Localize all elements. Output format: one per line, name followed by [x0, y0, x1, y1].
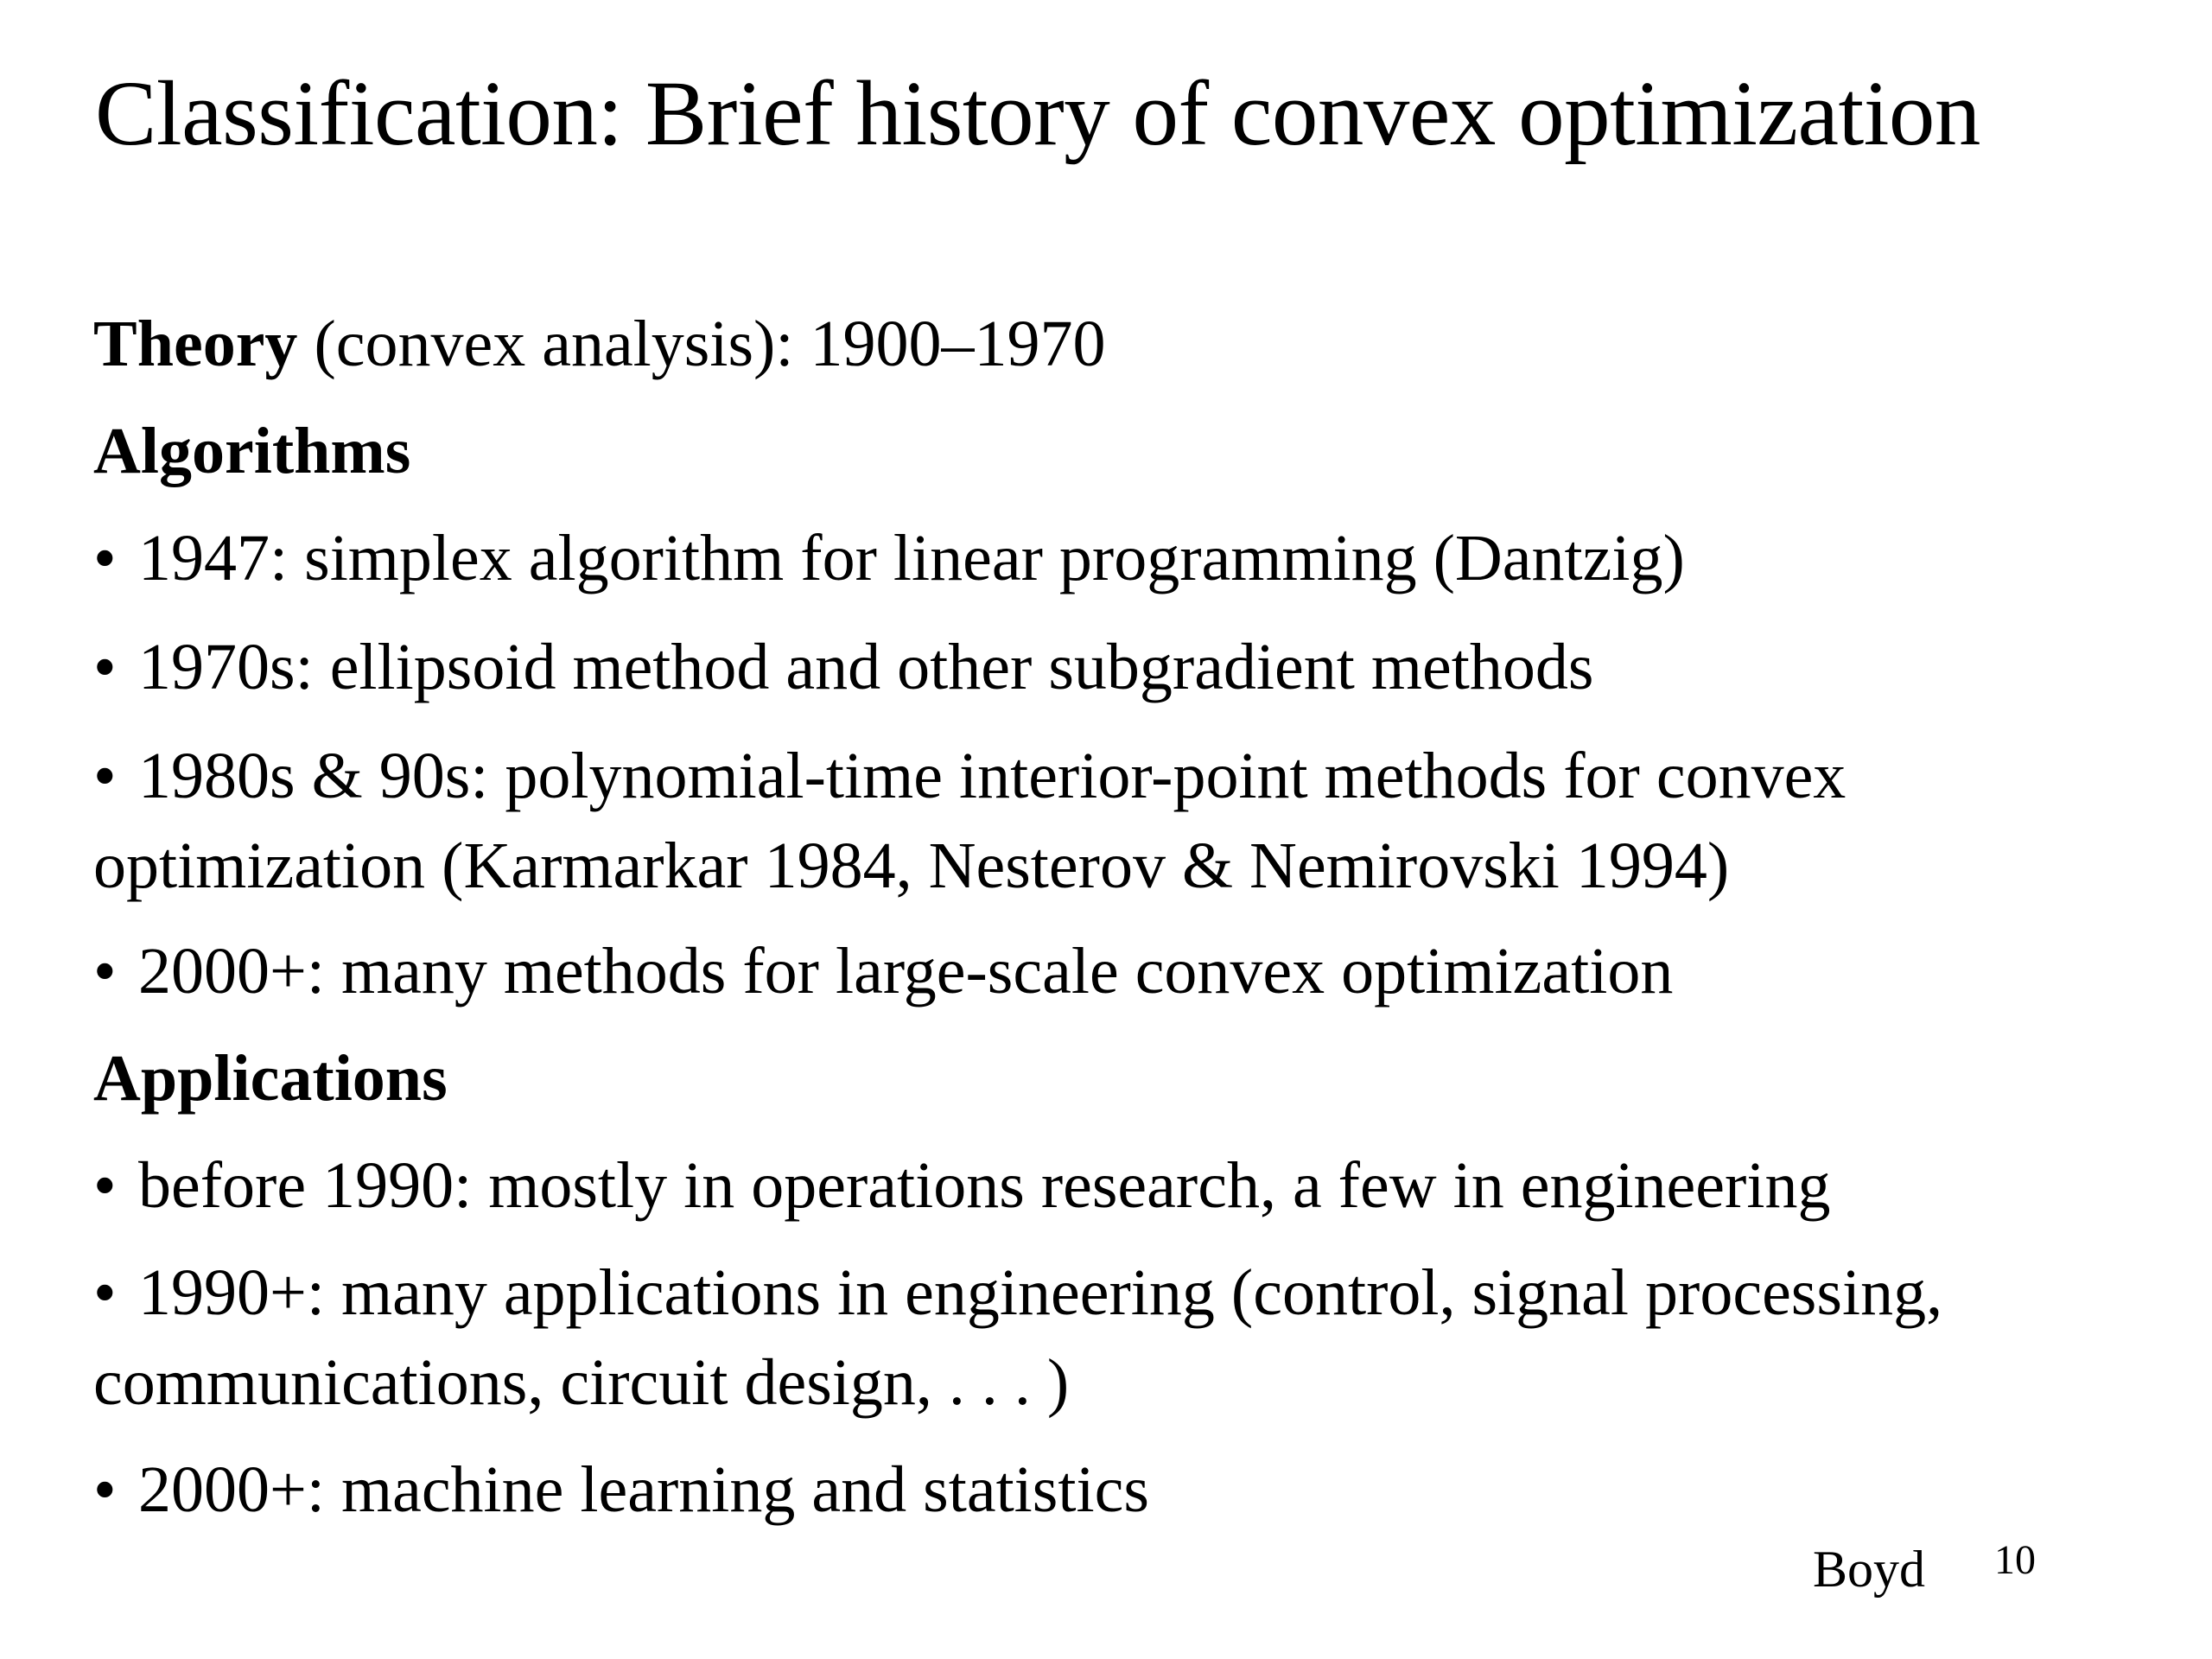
- application-item-1990: [93, 1256, 1943, 1329]
- bullet-icon: •: [93, 935, 117, 1007]
- applications-heading: Applications: [93, 1042, 448, 1115]
- bullet-icon: •: [93, 740, 117, 812]
- theory-label: Theory: [93, 308, 298, 380]
- algorithm-item-text: 1947: simplex algorithm for linear programming (Dantzig): [138, 522, 1685, 594]
- theory-line: [93, 308, 1106, 380]
- algorithm-item-text: 1970s: ellipsoid method and other subgradient methods: [138, 631, 1594, 703]
- algorithm-item-2000: [93, 935, 1674, 1007]
- bullet-icon: •: [93, 1256, 117, 1329]
- bullet-icon: •: [93, 1149, 117, 1222]
- slide-title: Classification: Brief history of convex optimization: [95, 63, 1980, 165]
- application-item-text: 1990+: many applications in engineering (control, signal processing,: [138, 1256, 1943, 1329]
- algorithm-item-1980s: [93, 740, 1847, 812]
- algorithms-heading: Algorithms: [93, 415, 411, 487]
- bullet-icon: •: [93, 522, 117, 594]
- footer-author: Boyd: [1813, 1541, 1926, 1598]
- application-item-text: before 1990: mostly in operations research, a few in engineering: [138, 1149, 1831, 1222]
- application-item-2000: [93, 1453, 1149, 1526]
- application-item-before-1990: [93, 1149, 1831, 1222]
- theory-text: (convex analysis): 1900–1970: [297, 308, 1106, 380]
- algorithm-item-1980s-continued: optimization (Karmarkar 1984, Nesterov & Nemirovski 1994): [93, 830, 1730, 902]
- bullet-icon: •: [93, 1453, 117, 1526]
- bullet-icon: •: [93, 631, 117, 703]
- application-item-1990-continued: communications, circuit design, . . . ): [93, 1346, 1070, 1419]
- algorithm-item-1970s: [93, 631, 1594, 703]
- application-item-text: 2000+: machine learning and statistics: [138, 1453, 1149, 1526]
- algorithm-item-text: 1980s & 90s: polynomial-time interior-point methods for convex: [138, 740, 1847, 812]
- algorithm-item-1947: [93, 522, 1685, 594]
- algorithm-item-text: 2000+: many methods for large-scale convex optimization: [138, 935, 1674, 1007]
- page-number: 10: [1994, 1537, 2036, 1583]
